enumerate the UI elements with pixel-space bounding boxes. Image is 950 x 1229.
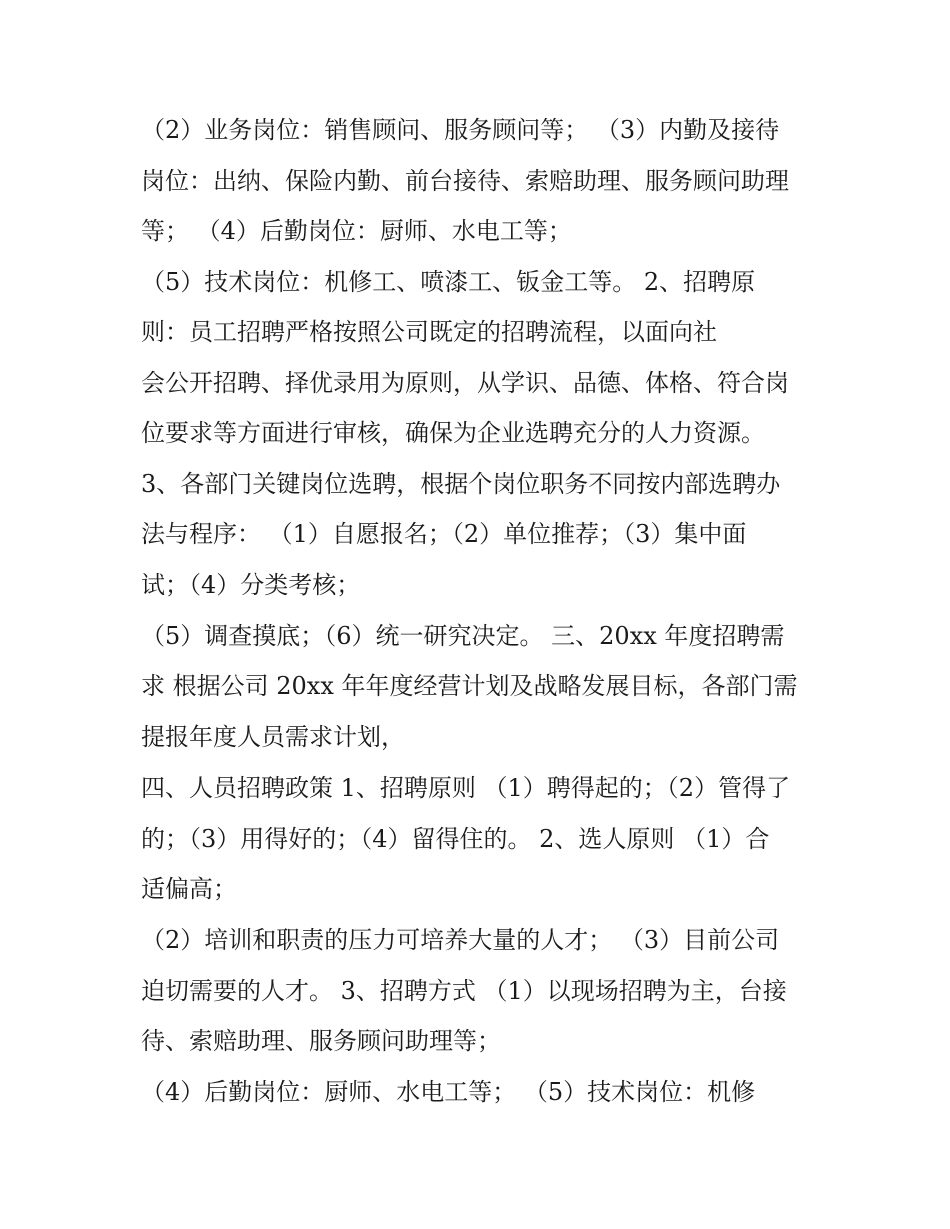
text-line: （4）后勤岗位：厨师、水电工等； （5）技术岗位：机修 [141, 1078, 756, 1106]
text-line: 3、各部门关键岗位选聘，根据个岗位职务不同按内部选聘办 [141, 470, 781, 498]
text-line: 迫切需要的人才。 3、招聘方式 （1）以现场招聘为主，台接 [141, 977, 787, 1005]
text-line: 待、索赔助理、服务顾问助理等； [141, 1027, 501, 1055]
text-line: 的；（3）用得好的；（4）留得住的。 2、选人原则 （1）合 [141, 825, 770, 853]
text-line: 求 根据公司 20xx 年年度经营计划及战略发展目标，各部门需 [141, 672, 798, 700]
text-line: 适偏高； [141, 875, 237, 903]
text-line: 等； （4）后勤岗位：厨师、水电工等； [141, 217, 572, 245]
text-line: （5）调查摸底；（6）统一研究决定。 三、20xx 年度招聘需 [141, 622, 785, 650]
text-line: 会公开招聘、择优录用为原则，从学识、品德、体格、符合岗 [141, 369, 789, 397]
text-line: 法与程序： （1）自愿报名；（2）单位推荐；（3）集中面 [141, 520, 747, 548]
text-line: 提报年度人员需求计划， [141, 723, 405, 751]
text-line: 则：员工招聘严格按照公司既定的招聘流程，以面向社 [141, 318, 717, 346]
text-line: 试；（4）分类考核； [141, 571, 361, 599]
text-line: 四、人员招聘政策 1、招聘原则 （1）聘得起的；（2）管得了 [141, 774, 791, 802]
text-line: 岗位：出纳、保险内勤、前台接待、索赔助理、服务顾问助理 [141, 167, 789, 195]
text-line: （2）培训和职责的压力可培养大量的人才； （3）目前公司 [141, 926, 780, 954]
text-line: （2）业务岗位：销售顾问、服务顾问等； （3）内勤及接待 [141, 116, 780, 144]
text-line: （5）技术岗位：机修工、喷漆工、钣金工等。 2、招聘原 [141, 268, 756, 296]
text-line: 位要求等方面进行审核，确保为企业选聘充分的人力资源。 [141, 419, 765, 447]
